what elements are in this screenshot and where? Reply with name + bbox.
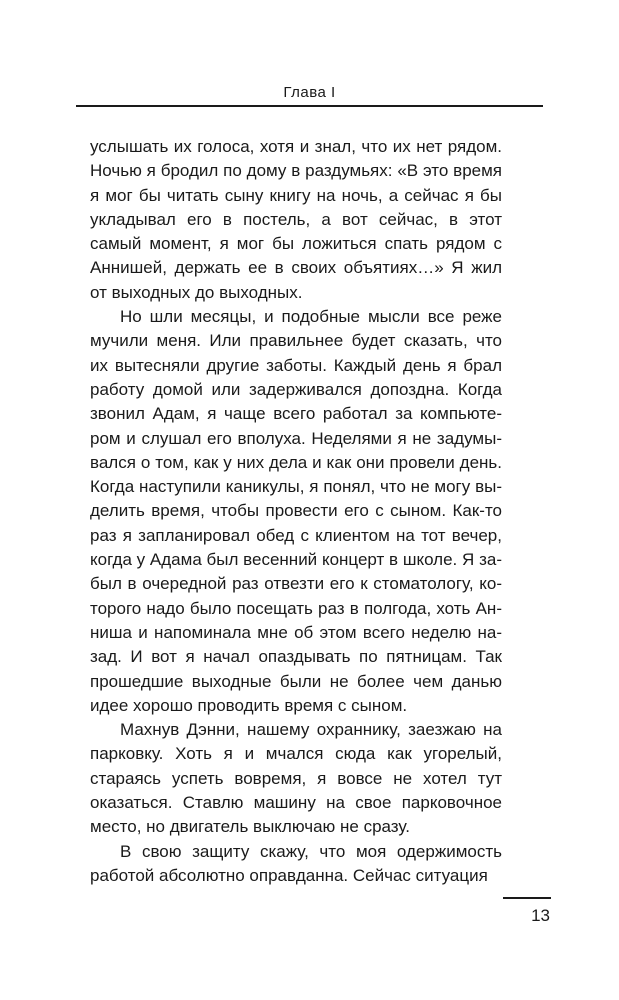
paragraph-2: Но шли месяцы, и подобные мысли все реже мучили меня. Или правильнее будет сказать, что их вытесняли другие заботы. Каждый день я брал работу домой или задерживался допоздна. Когда звонил Адам, я чаще всего работал за компьютером и слушал его вполуха. Неделями я не задумывался о том, как у них дела и как они провели день. Когда наступили каникулы, я понял, что не могу выделить время, чтобы провести его с сыном. Как-то раз я запланировал обед с клиентом на тот вечер, когда у Адама был весенний концерт в школе. Я забыл в очередной раз отвезти его к стоматологу, которого надо было посещать раз в полгода, хоть Анниша и напоминала мне об этом всего неделю назад. И вот я начал опаздывать по пятницам. Так прошедшие выходные были не более чем данью идее хорошо проводить время с сыном. (90, 307, 502, 715)
page-number: 13 (531, 906, 550, 925)
paragraph-1: услышать их голоса, хотя и знал, что их нет рядом. Ночью я бродил по дому в раздумьях: «В это время я мог бы читать сыну книгу на ночь, а сейчас я бы укладывал его в постель, а вот сейчас, в этот самый момент, я мог бы ложиться спать рядом с Аннишей, держать ее в своих объятиях…» Я жил от выходных до выходных. (90, 137, 502, 302)
chapter-title: Глава I (283, 84, 336, 101)
paragraph-4: В свою защиту скажу, что моя одержимость работой абсолютно оправданна. Сейчас ситуация (90, 841, 502, 885)
running-header (76, 76, 543, 106)
header-rule (76, 105, 543, 107)
body-text (90, 135, 502, 888)
footer-rule (503, 897, 551, 899)
paragraph-3: Махнув Дэнни, нашему охраннику, заезжаю на парковку. Хоть я и мчался сюда как угорелый, стараясь успеть вовремя, я вовсе не хотел тут оказаться. Ставлю машину на свое парковочное место, но двигатель выключаю не сразу. (90, 720, 502, 837)
